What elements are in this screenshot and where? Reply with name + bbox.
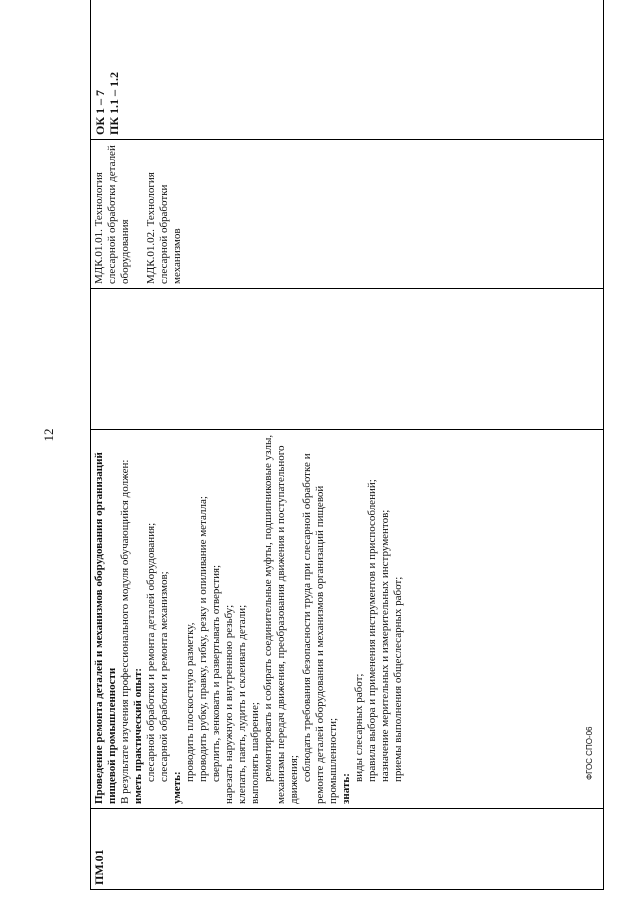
list-item: слесарной обработки и ремонта деталей оборудования; (145, 522, 157, 782)
practice-label: иметь практический опыт: (132, 667, 144, 804)
list-item: клепать, паять, лудить и склеивать детали; (236, 604, 248, 804)
list-item: сверлить, зенковать и развертывать отверстия; (210, 564, 222, 782)
list-item: виды слесарных работ; (353, 673, 365, 782)
list-item: нарезать наружную и внутреннюю резьбу; (223, 604, 235, 804)
list-item: проводить рубку, правку, гибку, резку и опиливание металла; (197, 496, 209, 782)
list-item: правила выбора и применения инструментов и приспособлений; (366, 479, 378, 782)
footer-standard: ФГОС СПО-06 (585, 726, 594, 780)
spacer (132, 144, 145, 284)
rotated-page (90, 42, 604, 890)
competencies-cell (91, 0, 604, 140)
mdk-item: МДК.01.02. Технология слесарной обработки механизмов (145, 172, 183, 284)
empty-cell (91, 289, 604, 430)
module-title: Проведение ремонта деталей и механизмов оборудования организаций пищевой промышленности (93, 452, 118, 804)
competency: ПК 1.1 – 1.2 (107, 71, 121, 135)
list-item: проводить плоскостную разметку, (184, 622, 196, 782)
module-intro: В результате изучения профессионального модуля обучающийся должен: (119, 459, 131, 804)
mdk-cell (91, 140, 604, 289)
module-description (91, 430, 604, 809)
list-item: назначение мерительных и измерительных инструментов; (379, 509, 391, 782)
know-label: знать: (340, 773, 352, 804)
list-item: слесарной обработки и ремонта механизмов; (158, 571, 170, 782)
curriculum-table (90, 0, 604, 890)
list-item: выполнять шабрение; (249, 702, 261, 804)
list-item: соблюдать требования безопасности труда при слесарной обработке и ремонте деталей оборудования и механизмов организаций пищевой промышленности; (301, 453, 339, 804)
list-item: приемы выполнения общеслесарных работ; (392, 576, 404, 782)
module-code: ПМ.01 (91, 809, 604, 890)
competency: ОК 1 – 7 (93, 89, 107, 135)
table-row (91, 0, 604, 890)
skills-label: уметь: (171, 771, 183, 804)
list-item: ремонтировать и собирать соединительные муфты, подшипниковые узлы, механизмы передач движения, преобразования движения и поступательного движения; (262, 434, 300, 804)
page-number: 12 (41, 428, 56, 442)
mdk-item: МДК.01.01. Технология слесарной обработки деталей оборудования (93, 145, 131, 284)
